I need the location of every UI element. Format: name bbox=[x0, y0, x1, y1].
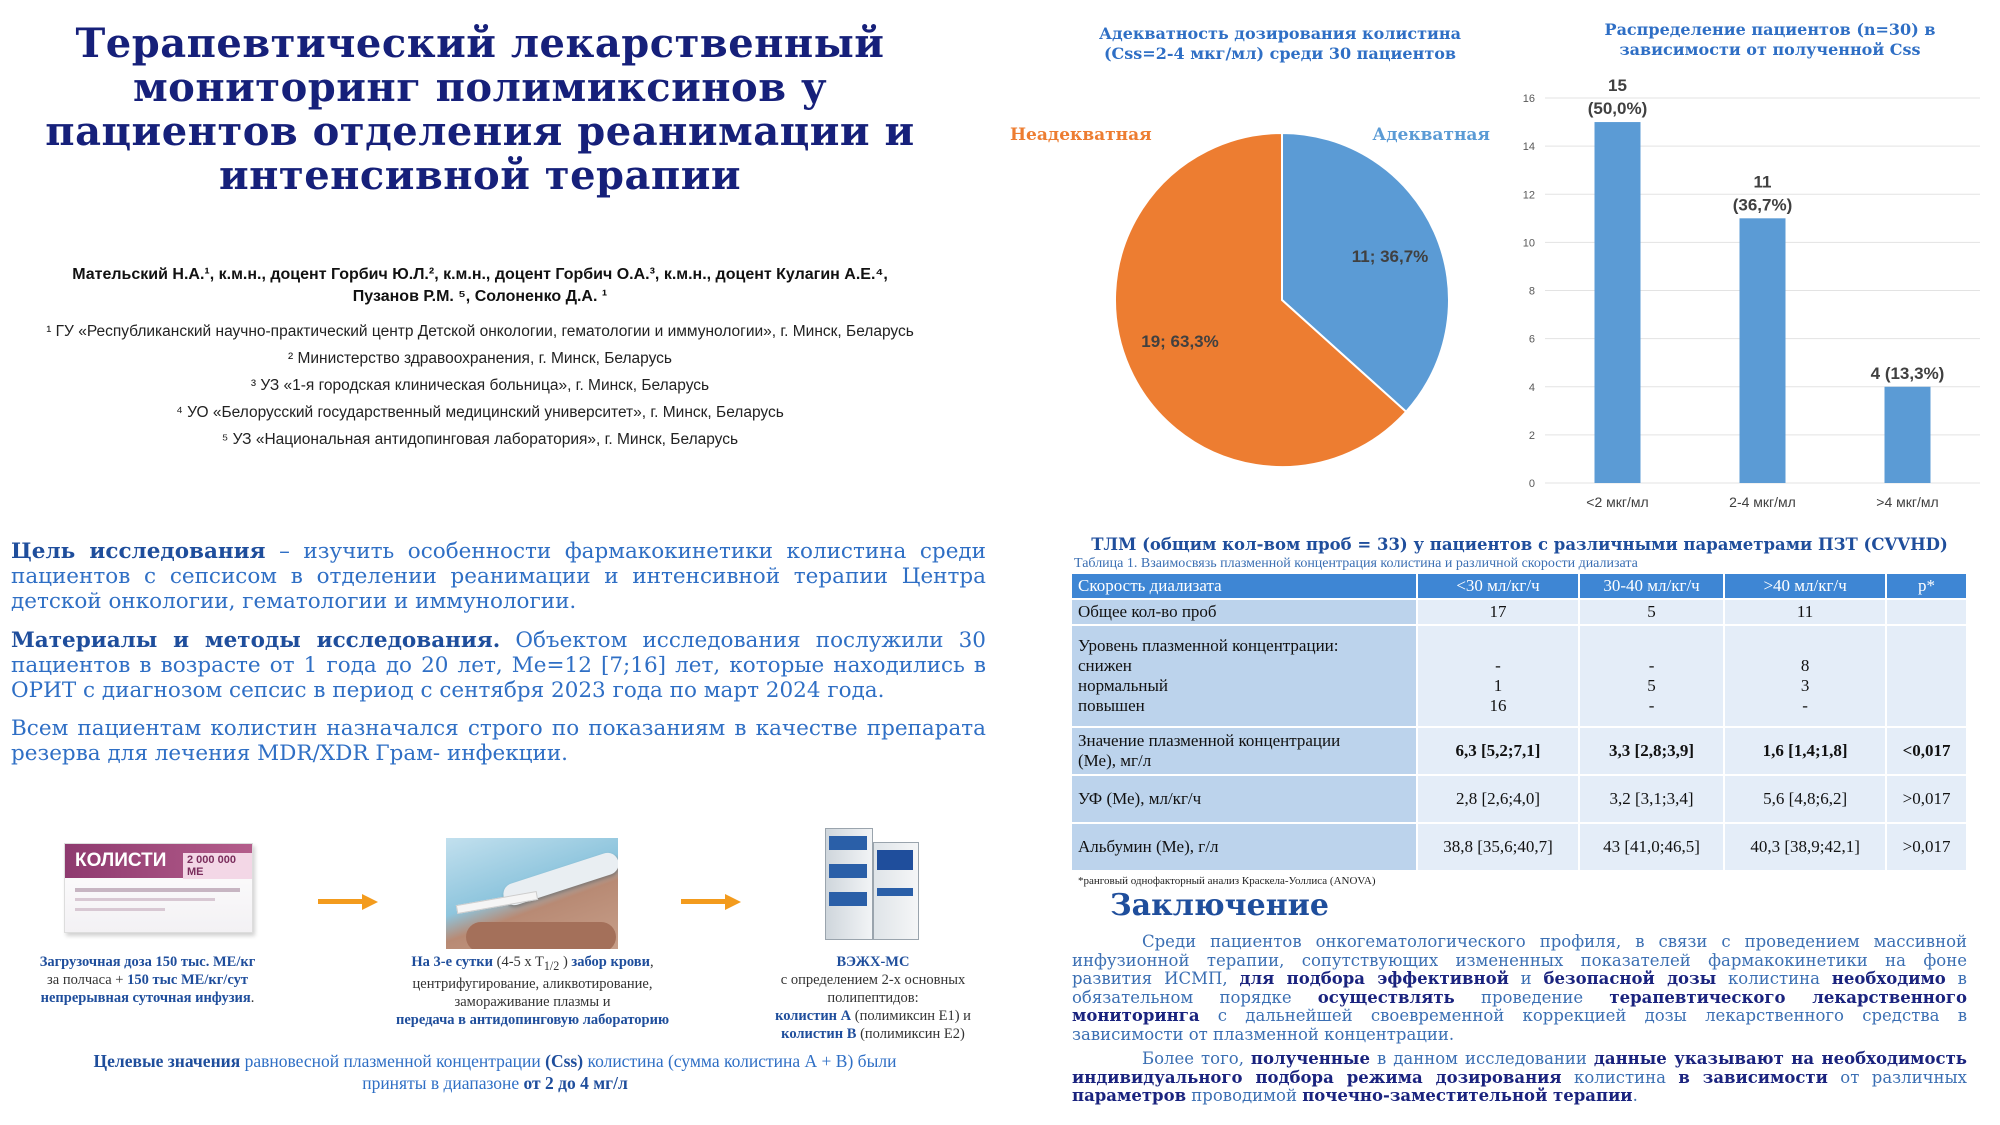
affiliation: ¹ ГУ «Республиканский научно-практический центр Детской онкологии, гематологии и иммунологии», г. Минск, Беларусь bbox=[46, 323, 914, 340]
bar-data-label: 15 bbox=[1608, 78, 1627, 96]
x-tick-label: >4 мкг/мл bbox=[1876, 494, 1939, 510]
step3-text: (полимиксин Е2) bbox=[856, 1026, 965, 1042]
step2-subscript: 1/2 bbox=[543, 958, 560, 973]
aim-text: – изучить особенности фармакокинетики колистина среди пациентов с сепсисом в отделении реанимации и интенсивной терапии Центра детской онкологии, гематологии и иммунологии. bbox=[11, 539, 986, 614]
target-range: от 2 до 4 мг/л bbox=[523, 1073, 628, 1093]
pie-legend-label: Неадекватная bbox=[1010, 125, 1152, 145]
body-text: проводимой bbox=[1186, 1086, 1303, 1105]
emphasis-text: безопасной дозы bbox=[1543, 969, 1717, 988]
body-text: и bbox=[1508, 969, 1544, 988]
table-row bbox=[1072, 728, 1966, 774]
table-cell: >0,017 bbox=[1887, 824, 1966, 870]
step2-blood-sampling: забор крови bbox=[571, 954, 650, 970]
results-table bbox=[1070, 572, 1968, 872]
step1-infusion: непрерывная суточная инфузия bbox=[40, 990, 251, 1006]
table-heading: ТЛМ (общим кол-вом проб = 33) у пациентов с различными параметрами ПЗТ (CVVHD) bbox=[1091, 535, 1948, 554]
table-row-label: Общее кол-во проб bbox=[1072, 600, 1416, 624]
aim-lead: Цель исследования bbox=[11, 539, 266, 564]
table-header-cell: 30-40 мл/кг/ч bbox=[1580, 574, 1723, 598]
bar bbox=[1885, 387, 1931, 483]
body-text: в данном исследовании bbox=[1369, 1049, 1594, 1068]
conclusion-title: Заключение bbox=[1110, 888, 1329, 923]
table-footnote: *ранговый однофакторный анализ Краскела-Уоллиса (ANOVA) bbox=[1078, 875, 1376, 887]
table-header-cell: Скорость диализата bbox=[1072, 574, 1416, 598]
methods-paragraph bbox=[11, 628, 986, 703]
pie-legend-label: Адекватная bbox=[1372, 125, 1490, 145]
step2-text: ) bbox=[559, 954, 572, 970]
step3-line: с определением 2-х основных bbox=[780, 972, 966, 988]
hplc-ms-instrument-image bbox=[821, 828, 923, 941]
pie-chart bbox=[1000, 110, 1500, 490]
bar-data-label: (50,0%) bbox=[1587, 99, 1648, 119]
emphasis-text: почечно-заместительной терапии bbox=[1302, 1086, 1633, 1105]
table-cell: <0,017 bbox=[1887, 728, 1966, 774]
emphasis-text: для подбора эффективной bbox=[1239, 969, 1509, 988]
target-values-note bbox=[10, 1050, 980, 1094]
step3-text: (полимиксин Е1) и bbox=[851, 1008, 971, 1024]
body-text: Более того, bbox=[1142, 1049, 1251, 1068]
table-row-label: Уровень плазменной концентрации: снижен нормальный повышен bbox=[1072, 626, 1416, 726]
authors bbox=[20, 264, 940, 308]
colistin-box-image bbox=[64, 843, 253, 933]
emphasis-text: в зависимости bbox=[1678, 1067, 1828, 1087]
table-cell: 11 bbox=[1725, 600, 1885, 624]
conclusion-paragraph-2 bbox=[1072, 1050, 1967, 1106]
y-tick-label: 8 bbox=[1528, 285, 1535, 298]
drug-box-name: КОЛИСТИ bbox=[75, 850, 167, 871]
poster-title: Терапевтический лекарственный мониторинг полимиксинов у пациентов отделения реанимации и интенсивной терапии bbox=[45, 20, 915, 199]
indication-paragraph: Всем пациентам колистин назначался строго по показаниям в качестве препарата резерва для лечения MDR/XDR Грам- инфекции. bbox=[11, 716, 986, 766]
x-tick-label: <2 мкг/мл bbox=[1586, 494, 1649, 510]
methods-text: Объектом исследования послужили 30 пациентов в возрасте от 1 года до 20 лет, Me=12 [7;16] лет, которые находились в ОРИТ с диагнозом сепсис в период с сентября 2023 года по март 2024 года. bbox=[11, 628, 986, 703]
table-cell: 17 bbox=[1418, 600, 1578, 624]
step1-period: . bbox=[250, 990, 255, 1006]
body-text: колистина bbox=[1561, 1067, 1679, 1087]
bar-chart-title: Распределение пациентов (n=30) в зависимости от полученной Css bbox=[1604, 20, 1936, 59]
table-header-cell: >40 мл/кг/ч bbox=[1725, 574, 1885, 598]
table-cell: 6,3 [5,2;7,1] bbox=[1418, 728, 1578, 774]
emphasis-text: параметров bbox=[1072, 1086, 1187, 1105]
y-tick-label: 16 bbox=[1522, 93, 1535, 105]
table-cell: 5,6 [4,8;6,2] bbox=[1725, 776, 1885, 822]
step2-day: На 3-е сутки bbox=[411, 954, 493, 970]
table-header-cell: p* bbox=[1887, 574, 1966, 598]
table-cell: 2,8 [2,6;4,0] bbox=[1418, 776, 1578, 822]
table-section bbox=[1072, 535, 1967, 887]
table-row bbox=[1072, 626, 1966, 726]
body-text: в обязательном порядке bbox=[1072, 969, 1967, 1007]
blood-draw-image bbox=[446, 838, 618, 949]
table-cell: 38,8 [35,6;40,7] bbox=[1418, 824, 1578, 870]
table-header-row bbox=[1072, 574, 1966, 598]
methods-lead: Материалы и методы исследования. bbox=[11, 628, 501, 653]
x-tick-label: 2-4 мкг/мл bbox=[1729, 494, 1796, 510]
affiliation: ² Министерство здравоохранения, г. Минск, Беларусь bbox=[287, 350, 673, 367]
table-row-label: Альбумин (Ме), г/л bbox=[1072, 824, 1416, 870]
step3-colistin-b: колистин В bbox=[781, 1026, 857, 1042]
target-text: колистина (сумма колистина А + В) были bbox=[583, 1051, 897, 1071]
bar bbox=[1595, 122, 1641, 483]
step2-line: замораживание плазмы и bbox=[454, 993, 611, 1010]
pie-data-label: 11; 36,7% bbox=[1351, 247, 1429, 266]
table-cell: 43 [41,0;46,5] bbox=[1580, 824, 1723, 870]
target-text: равновесной плазменной концентрации bbox=[240, 1051, 546, 1071]
step2-text: (4-5 x T bbox=[493, 954, 544, 970]
step2-caption bbox=[345, 953, 720, 1029]
table-caption: Таблица 1. Взаимосвязь плазменной концентрация колистина и различной скорости диализата bbox=[1074, 556, 1638, 571]
y-tick-label: 4 bbox=[1528, 381, 1535, 394]
table-row-label: Значение плазменной концентрации (Ме), мг/л bbox=[1072, 728, 1416, 774]
affiliations bbox=[0, 318, 960, 453]
body-text: с дальнейшей своевременной коррекцией дозы лекарственного средства в зависимости от плазменной концентрации. bbox=[1072, 1006, 1967, 1044]
table-row bbox=[1072, 600, 1966, 624]
pie-data-label: 19; 63,3% bbox=[1141, 332, 1219, 351]
body-text: . bbox=[1632, 1086, 1638, 1105]
step3-caption bbox=[742, 953, 1004, 1043]
step3-method: ВЭЖХ-МС bbox=[836, 954, 910, 970]
body-text: проведение bbox=[1454, 987, 1610, 1007]
step1-text: за полчаса + bbox=[47, 972, 128, 988]
conclusion-paragraph-1 bbox=[1072, 933, 1967, 1044]
target-text: приняты в диапазоне bbox=[362, 1073, 524, 1093]
table-cell: - 5 - bbox=[1580, 626, 1723, 726]
step3-colistin-a: колистин А bbox=[775, 1008, 852, 1024]
body-text: от различных bbox=[1827, 1067, 1967, 1087]
table-cell: - 1 16 bbox=[1418, 626, 1578, 726]
table-row bbox=[1072, 776, 1966, 822]
y-tick-label: 10 bbox=[1522, 237, 1535, 250]
y-tick-label: 14 bbox=[1522, 141, 1535, 154]
y-tick-label: 6 bbox=[1528, 333, 1535, 346]
table-cell: 1,6 [1,4;1,8] bbox=[1725, 728, 1885, 774]
step2-comma: , bbox=[650, 954, 654, 970]
emphasis-text: данные указывают на необходимость индивидуального подбора режима дозирования bbox=[1072, 1049, 1967, 1087]
emphasis-text: осуществлять bbox=[1317, 987, 1455, 1007]
arrow-right-icon bbox=[318, 894, 378, 908]
table-row bbox=[1072, 824, 1966, 870]
step2-line: центрифугирование, аликвотирование, bbox=[412, 975, 653, 992]
table-cell: 3,2 [3,1;3,4] bbox=[1580, 776, 1723, 822]
drug-box-dose: 2 000 000 МЕ bbox=[183, 853, 252, 879]
body-text: колистина bbox=[1716, 969, 1832, 988]
table-cell bbox=[1887, 600, 1966, 624]
authors-line-1: Мательский Н.А.¹, к.м.н., доцент Горбич Ю.Л.², к.м.н., доцент Горбич О.А.³, к.м.н., доцент Кулагин А.Е.⁴, bbox=[72, 266, 888, 283]
table-header-cell: <30 мл/кг/ч bbox=[1418, 574, 1578, 598]
table-cell bbox=[1887, 626, 1966, 726]
authors-line-2: Пузанов Р.М. ⁵, Солоненко Д.А. ¹ bbox=[352, 288, 608, 305]
bar-data-label: (36,7%) bbox=[1732, 195, 1793, 215]
step1-maintenance-dose: 150 тыс МЕ/кг/сут bbox=[127, 972, 248, 988]
step3-line: полипептидов: bbox=[827, 990, 919, 1006]
body-text: Среди пациентов онкогематологического профиля, в связи с проведением массивной инфузионной терапии, сопутствующих измененных показателей фармакокинетики на фоне развития ИСМП, bbox=[1072, 932, 1967, 988]
table-row-label: УФ (Ме), мл/кг/ч bbox=[1072, 776, 1416, 822]
table-cell: 5 bbox=[1580, 600, 1723, 624]
emphasis-text: полученные bbox=[1250, 1049, 1370, 1068]
arrow-right-icon bbox=[681, 894, 741, 908]
emphasis-text: необходимо bbox=[1831, 969, 1946, 988]
bar-chart bbox=[1510, 78, 1990, 518]
bar-data-label: 4 (13,3%) bbox=[1870, 363, 1945, 383]
y-tick-label: 0 bbox=[1528, 478, 1535, 490]
table-cell: 40,3 [38,9;42,1] bbox=[1725, 824, 1885, 870]
table-cell: 8 3 - bbox=[1725, 626, 1885, 726]
pie-chart-title: Адекватность дозирования колистина (Css=2-4 мкг/мл) среди 30 пациентов bbox=[1099, 24, 1461, 63]
affiliation: ³ УЗ «1-я городская клиническая больница», г. Минск, Беларусь bbox=[250, 377, 710, 394]
step1-caption bbox=[0, 953, 295, 1007]
y-tick-label: 2 bbox=[1528, 429, 1535, 442]
y-tick-label: 12 bbox=[1522, 189, 1535, 202]
aim-paragraph bbox=[11, 539, 986, 614]
affiliation: ⁵ УЗ «Национальная антидопинговая лаборатория», г. Минск, Беларусь bbox=[221, 431, 739, 448]
step2-transfer: передача в антидопинговую лабораторию bbox=[395, 1011, 670, 1028]
bar-data-label: 11 bbox=[1753, 172, 1772, 192]
emphasis-text: терапевтического лекарственного мониторинга bbox=[1072, 987, 1967, 1025]
table-cell: >0,017 bbox=[1887, 776, 1966, 822]
step1-loading-dose: Загрузочная доза 150 тыс. МЕ/кг bbox=[39, 954, 256, 970]
target-css: (Css) bbox=[545, 1051, 584, 1071]
table-cell: 3,3 [2,8;3,9] bbox=[1580, 728, 1723, 774]
bar bbox=[1740, 218, 1786, 483]
affiliation: ⁴ УО «Белорусский государственный медицинский университет», г. Минск, Беларусь bbox=[176, 404, 784, 421]
target-lead: Целевые значения bbox=[93, 1051, 241, 1071]
